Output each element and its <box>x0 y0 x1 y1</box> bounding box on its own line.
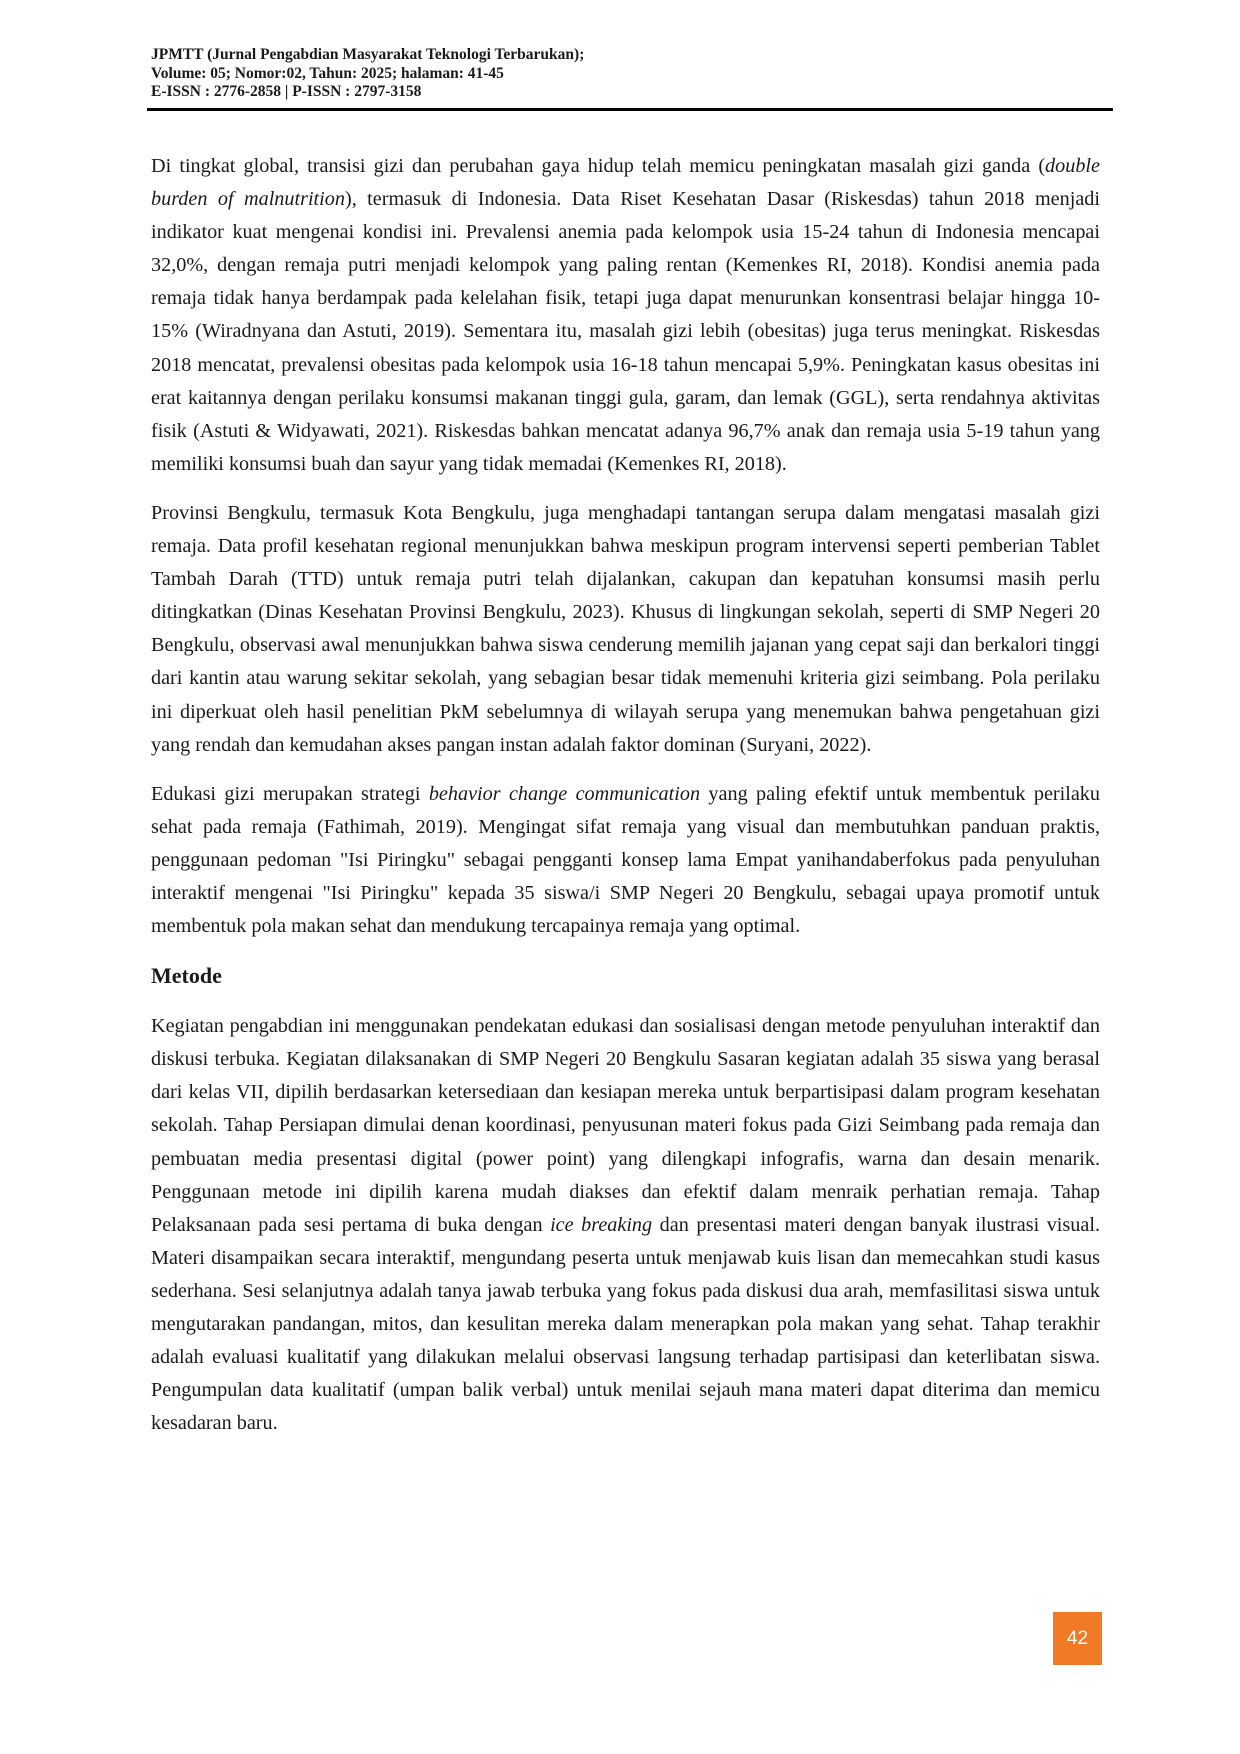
paragraph-text: Edukasi gizi merupakan strategi <box>151 782 429 805</box>
section-heading-metode: Metode <box>151 963 222 989</box>
italic-term: behavior change communication <box>428 782 701 805</box>
page-number-badge <box>1053 1612 1102 1665</box>
paragraph-nutrition-education <box>151 778 1100 943</box>
italic-term: double burden of malnutrition <box>151 155 1100 211</box>
header-rule <box>147 108 1113 111</box>
italic-term: ice breaking <box>550 1213 653 1236</box>
paragraph-global-nutrition <box>151 150 1100 481</box>
journal-header <box>151 46 1111 102</box>
paragraph-text: ), termasuk di Indonesia. Data Riset Kesehatan Dasar (Riskesdas) tahun 2018 menjadi indikator kuat mengenai kondisi ini. Prevalensi anemia pada kelompok usia 15-24 tahun di Indonesia mencapai 32,0%, dengan remaja putri menjadi kelompok yang paling rentan (Kemenkes RI, 2018). Kondisi anemia pada remaja tidak hanya berdampak pada kelelahan fisik, tetapi juga dapat menurunkan konsentrasi belajar hingga 10-15% (Wiradnyana dan Astuti, 2019). Sementara itu, masalah gizi lebih (obesitas) juga terus meningkat. Riskesdas 2018 mencatat, prevalensi obesitas pada kelompok usia 16-18 tahun mencapai 5,9%. Peningkatan kasus obesitas ini erat kaitannya dengan perilaku konsumsi makanan tinggi gula, garam, dan lemak (GGL), serta rendahnya aktivitas fisik (Astuti & Widyawati, 2021). Riskesdas bahkan mencatat adanya 96,7% anak dan remaja usia 5-19 tahun yang memiliki konsumsi buah dan sayur yang tidak memadai (Kemenkes RI, 2018). <box>151 188 1100 475</box>
paragraph-text: Di tingkat global, transisi gizi dan perubahan gaya hidup telah memicu peningkatan masalah gizi ganda ( <box>151 155 1046 177</box>
journal-volume-line: Volume: 05; Nomor:02, Tahun: 2025; halaman: 41-45 <box>151 64 504 82</box>
paragraph-text: Kegiatan pengabdian ini menggunakan pendekatan edukasi dan sosialisasi dengan metode penyuluhan interaktif dan diskusi terbuka. Kegiatan dilaksanakan di SMP Negeri 20 Bengkulu Sasaran kegiatan adalah 35 siswa yang berasal dari kelas VII, dipilih berdasarkan ketersediaan dan kesiapan mereka untuk berpartisipasi dalam program kesehatan sekolah. Tahap Persiapan dimulai denan koordinasi, penyusunan materi fokus pada Gizi Seimbang pada remaja dan pembuatan media presentasi digital (power point) yang dilengkapi infografis, warna dan desain menarik. Penggunaan metode ini dipilih karena mudah diakses dan efektif dalam menraik perhatian remaja. Tahap Pelaksanaan pada sesi pertama di buka dengan <box>151 1015 1100 1236</box>
paragraph-bengkulu: Provinsi Bengkulu, termasuk Kota Bengkulu, juga menghadapi tantangan serupa dalam mengatasi masalah gizi remaja. Data profil kesehatan regional menunjukkan bahwa meskipun program intervensi seperti pemberian Tablet Tambah Darah (TTD) untuk remaja putri telah dijalankan, cakupan dan kepatuhan konsumsi masih perlu ditingkatkan (Dinas Kesehatan Provinsi Bengkulu, 2023). Khusus di lingkungan sekolah, seperti di SMP Negeri 20 Bengkulu, observasi awal menunjukkan bahwa siswa cenderung memilih jajanan yang cepat saji dan berkalori tinggi dari kantin atau warung sekitar sekolah, yang sebagian besar tidak memenuhi kriteria gizi seimbang. Pola perilaku ini diperkuat oleh hasil penelitian PkM sebelumnya di wilayah serupa yang menemukan bahwa pengetahuan gizi yang rendah dan kemudahan akses pangan instan adalah faktor dominan (Suryani, 2022). <box>151 501 1100 756</box>
journal-issn-line: E-ISSN : 2776-2858 | P-ISSN : 2797-3158 <box>151 83 422 100</box>
page-number: 42 <box>1066 1627 1089 1649</box>
journal-title-line: JPMTT (Jurnal Pengabdian Masyarakat Teknologi Terbarukan); <box>151 46 585 63</box>
body-text <box>151 150 1100 1440</box>
paragraph-text: yang paling efektif untuk membentuk perilaku sehat pada remaja (Fathimah, 2019). Mengingat sifat remaja yang visual dan membutuhkan panduan praktis, penggunaan pedoman "Isi Piringku" sebagai pengganti konsep lama Empat yanihandaberfokus pada penyuluhan interaktif mengenai "Isi Piringku" kepada 35 siswa/i SMP Negeri 20 Bengkulu, sebagai upaya promotif untuk membentuk pola makan sehat dan mendukung tercapainya remaja yang optimal. <box>151 782 1100 938</box>
paragraph-text: dan presentasi materi dengan banyak ilustrasi visual. Materi disampaikan secara interaktif, mengundang peserta untuk menjawab kuis lisan dan memecahkan studi kasus sederhana. Sesi selanjutnya adalah tanya jawab terbuka yang fokus pada diskusi dua arah, memfasilitasi siswa untuk mengutarakan pandangan, mitos, dan kesulitan mereka dalam menerapkan pola makan yang sehat. Tahap terakhir adalah evaluasi kualitatif yang dilakukan melalui observasi langsung terhadap partisipasi dan keterlibatan siswa. Pengumpulan data kualitatif (umpan balik verbal) untuk menilai sejauh mana materi dapat diterima dan memicu kesadaran baru. <box>151 1213 1100 1435</box>
paragraph-method <box>151 1010 1100 1440</box>
